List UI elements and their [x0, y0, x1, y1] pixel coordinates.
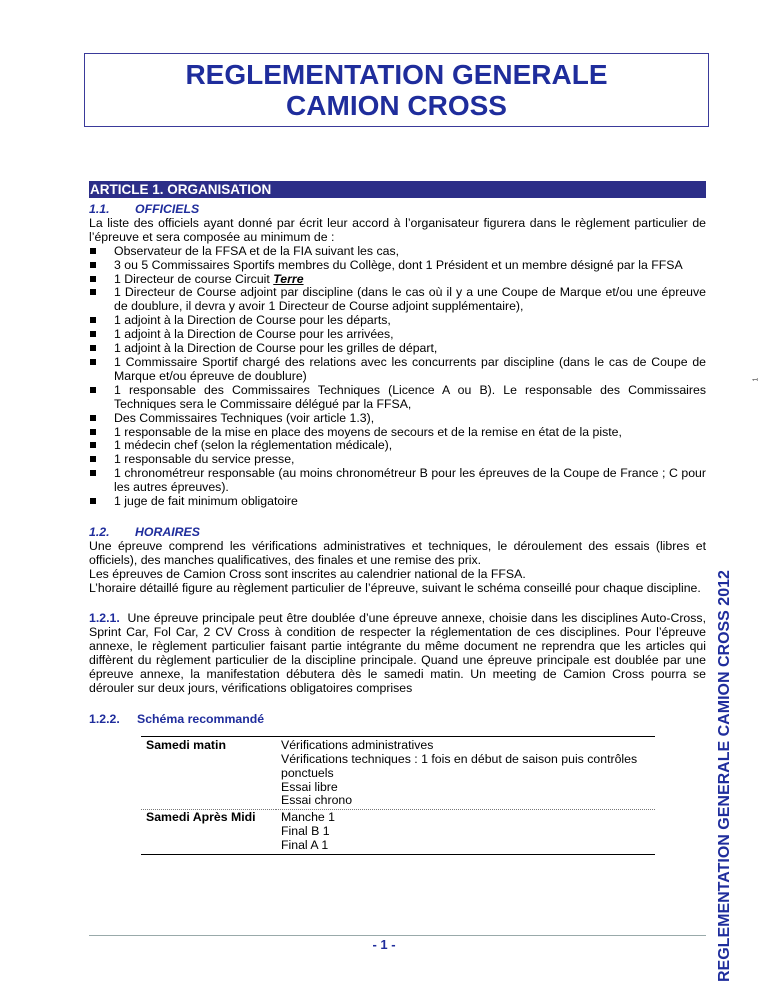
list-item: 1 Directeur de Course adjoint par discipline (dans le cas où il y a une Coupe de Marque et/ou une épreuve de doublure, il devra y avoir 1 Directeur de Course adjoint supplémentaire), [89, 286, 706, 314]
list-item: 1 adjoint à la Direction de Course pour les grilles de départ, [89, 342, 706, 356]
table-row [141, 810, 655, 855]
list-item: 1 médecin chef (selon la réglementation médicale), [89, 439, 706, 453]
section-1-2-para-2: Les épreuves de Camion Cross sont inscrites au calendrier national de la FFSA. [89, 566, 526, 581]
list-item: Des Commissaires Techniques (voir article 1.3), [89, 412, 706, 426]
table-key: Samedi matin [141, 736, 276, 810]
section-number: 1.2. [89, 524, 110, 539]
section-1-1-heading [89, 203, 706, 217]
section-number: 1.2.2. [89, 711, 120, 726]
section-1-2-1-paragraph [89, 612, 706, 695]
document-body [89, 181, 706, 855]
table-line: Final B 1 [281, 824, 330, 839]
document-title [84, 53, 709, 127]
side-page-mark: 1 [752, 377, 760, 382]
article-heading: ARTICLE 1. ORGANISATION [89, 181, 706, 198]
list-item: Observateur de la FFSA et de la FIA suivant les cas, [89, 245, 706, 259]
list-item: 1 responsable de la mise en place des moyens de secours et de la remise en état de la piste, [89, 426, 706, 440]
title-line-1: REGLEMENTATION GENERALE [185, 59, 608, 90]
section-1-2-para-1: Une épreuve comprend les vérifications administratives et techniques, le déroulement des essais (libres et officiels), des manches qualificatives, des finales et une remise des prix. [89, 538, 706, 567]
list-item: 1 chronométreur responsable (au moins chronométreur B pour les épreuves de la Coupe de France ; C pour les autres épreuves). [89, 467, 706, 495]
list-item: 1 responsable des Commissaires Techniques (Licence A ou B). Le responsable des Commissaires Techniques sera le Commissaire délégué par la FFSA, [89, 384, 706, 412]
table-key: Samedi Après Midi [141, 810, 276, 855]
table-line: Essai chrono [281, 793, 353, 808]
footer-divider [89, 935, 706, 936]
list-item: 1 Commissaire Sportif chargé des relations avec les concurrents par discipline (dans le cas de Coupe de Marque et/ou épreuve de doublure) [89, 356, 706, 384]
list-item: 3 ou 5 Commissaires Sportifs membres du Collège, dont 1 Président et un membre désigné par la FFSA [89, 259, 706, 273]
section-number: 1.1. [89, 202, 110, 216]
table-value [276, 736, 655, 810]
page-number: - 1 - [372, 937, 396, 952]
section-number: 1.2.1. [89, 611, 120, 626]
emphasis-terre: Terre [273, 271, 304, 286]
list-item-text: 1 Directeur de course Circuit [114, 271, 270, 286]
section-title: HORAIRES [135, 524, 200, 539]
list-item [89, 273, 706, 287]
section-text: Une épreuve principale peut être doublée d’une épreuve annexe, choisie dans les disciplines Auto-Cross, Sprint Car, Fol Car, 2 CV Cross à condition de respecter la réglementation de ces disciplines. Pour l’épreuve annexe, le règlement particulier faisant partie intégrante du même document ne reprendra que les articles qui diffèrent du règlement particulier de la discipline principale. Quand une épreuve principale est doublée par une épreuve annexe, la manifestation débutera dès le samedi matin. Un meeting de Camion Cross pourra se dérouler sur deux jours, vérifications obligatoires comprises [89, 611, 706, 695]
section-1-2-heading [89, 526, 706, 540]
table-row [141, 736, 655, 810]
table-line: Manche 1 [281, 810, 336, 825]
officials-list [89, 245, 706, 509]
section-title: Schéma recommandé [137, 711, 265, 726]
list-item: 1 juge de fait minimum obligatoire [89, 495, 706, 509]
list-item: 1 responsable du service presse, [89, 453, 706, 467]
list-item: 1 adjoint à la Direction de Course pour les départs, [89, 314, 706, 328]
list-item: 1 adjoint à la Direction de Course pour les arrivées, [89, 328, 706, 342]
table-line: Vérifications administratives [281, 737, 434, 752]
title-line-2: CAMION CROSS [286, 90, 507, 121]
schedule-table [141, 736, 655, 855]
section-1-2-2-heading [89, 713, 706, 727]
section-title: OFFICIELS [135, 202, 200, 216]
vertical-running-title: REGLEMENTATION GENERALE CAMION CROSS 2012 [716, 570, 733, 982]
table-line: Essai libre [281, 779, 338, 794]
table-line: Final A 1 [281, 838, 329, 853]
table-value [276, 810, 655, 855]
section-1-1-intro: La liste des officiels ayant donné par écrit leur accord à l’organisateur figurera dans le règlement particulier de l’épreuve et sera composée au minimum de : [89, 215, 706, 244]
section-1-2-para-3: L’horaire détaillé figure au règlement particulier de l’épreuve, suivant le schéma conseillé pour chaque discipline. [89, 580, 701, 595]
table-line: Vérifications techniques : 1 fois en début de saison puis contrôles ponctuels [281, 751, 638, 780]
